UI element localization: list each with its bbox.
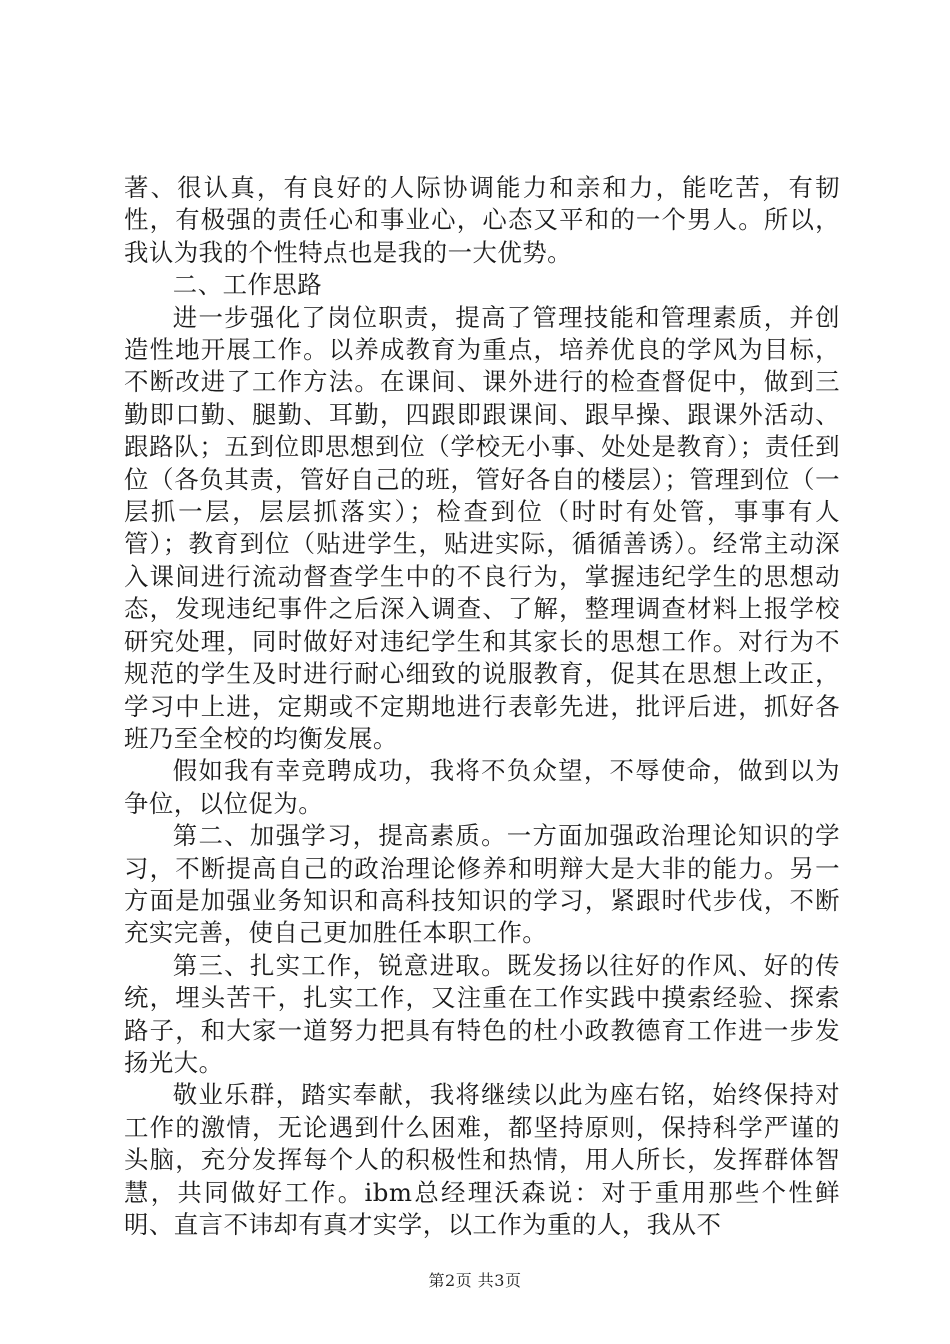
paragraph-continued: 著、很认真，有良好的人际协调能力和亲和力，能吃苦，有韧性，有极强的责任心和事业心，心态又平和的一个男人。所以，我认为我的个性特点也是我的一大优势。	[124, 173, 840, 267]
paragraph: 进一步强化了岗位职责，提高了管理技能和管理素质，并创造性地开展工作。以养成教育为重点，培养优良的学风为目标，不断改进了工作方法。在课间、课外进行的检查督促中，做到三勤即口勤、腿勤、耳勤，四跟即跟课间、跟早操、跟课外活动、跟路队；五到位即思想到位（学校无小事、处处是教育）；责任到位（各负其责，管好自己的班，管好各自的楼层）；管理到位（一层抓一层，层层抓落实）；检查到位（时时有处管，事事有人管）；教育到位（贴进学生，贴进实际，循循善诱）。经常主动深入课间进行流动督查学生中的不良行为，掌握违纪学生的思想动态，发现违纪事件之后深入调查、了解，整理调查材料上报学校研究处理，同时做好对违纪学生和其家长的思想工作。对行为不规范的学生及时进行耐心细致的说服教育，促其在思想上改正，学习中上进，定期或不定期地进行表彰先进，批评后进，抓好各班乃至全校的均衡发展。	[124, 302, 840, 753]
paragraph: 第三、扎实工作，锐意进取。既发扬以往好的作风、好的传统，埋头苦干，扎实工作，又注重在工作实践中摸索经验、探索路子，和大家一道努力把具有特色的杜小政教德育工作进一步发扬光大。	[124, 950, 840, 1077]
paragraph: 第二、加强学习，提高素质。一方面加强政治理论知识的学习，不断提高自己的政治理论修养和明辩大是大非的能力。另一方面是加强业务知识和高科技知识的学习，紧跟时代步伐，不断充实完善，使自己更加胜任本职工作。	[124, 821, 840, 948]
paragraph: 敬业乐群，踏实奉献，我将继续以此为座右铭，始终保持对工作的激情，无论遇到什么困难，都坚持原则，保持科学严谨的头脑，充分发挥每个人的积极性和热情，用人所长，发挥群体智慧，共同做好工作。ibm总经理沃森说：对于重用那些个性鲜明、直言不讳却有真才实学，以工作为重的人，我从不	[124, 1080, 840, 1239]
page-footer: 第2页 共3页	[428, 1271, 522, 1290]
document-body	[124, 172, 840, 1241]
paragraph: 假如我有幸竞聘成功，我将不负众望，不辱使命，做到以为争位，以位促为。	[124, 756, 840, 818]
section-heading: 二、工作思路	[172, 270, 323, 300]
